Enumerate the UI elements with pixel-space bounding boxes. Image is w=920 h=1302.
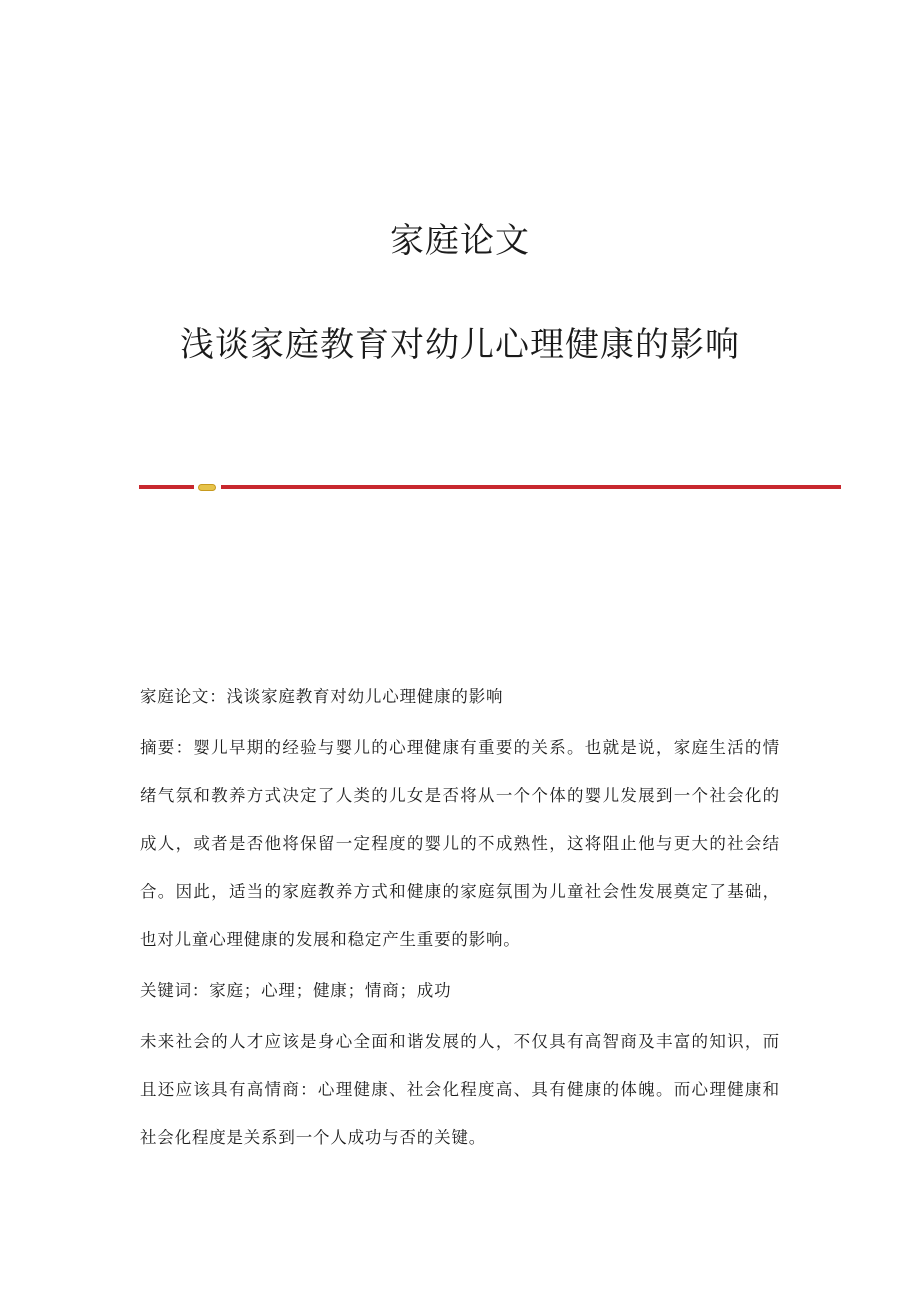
- title-divider: [139, 484, 841, 492]
- divider-left-segment: [139, 485, 194, 489]
- paragraph-intro: 未来社会的人才应该是身心全面和谐发展的人，不仅具有高智商及丰富的知识，而且还应该具有高情商：心理健康、社会化程度高、具有健康的体魄。而心理健康和社会化程度是关系到一个人成功与否的关键。: [140, 1032, 780, 1147]
- paragraph-keywords: 关键词：家庭；心理；健康；情商；成功: [140, 981, 452, 1000]
- paragraph-abstract: 摘要：婴儿早期的经验与婴儿的心理健康有重要的关系。也就是说，家庭生活的情绪气氛和教养方式决定了人类的儿女是否将从一个个体的婴儿发展到一个社会化的成人，或者是否他将保留一定程度的婴儿的不成熟性，这将阻止他与更大的社会结合。因此，适当的家庭教养方式和健康的家庭氛围为儿童社会性发展奠定了基础，也对儿童心理健康的发展和稳定产生重要的影响。: [140, 738, 780, 949]
- category-title: 家庭论文: [390, 221, 530, 261]
- paragraph-heading: 家庭论文：浅谈家庭教育对幼儿心理健康的影响: [140, 687, 504, 706]
- main-title: 浅谈家庭教育对幼儿心理健康的影响: [180, 325, 740, 365]
- divider-right-segment: [221, 485, 841, 489]
- document-body: [140, 680, 780, 1172]
- divider-ornament-icon: [198, 484, 216, 491]
